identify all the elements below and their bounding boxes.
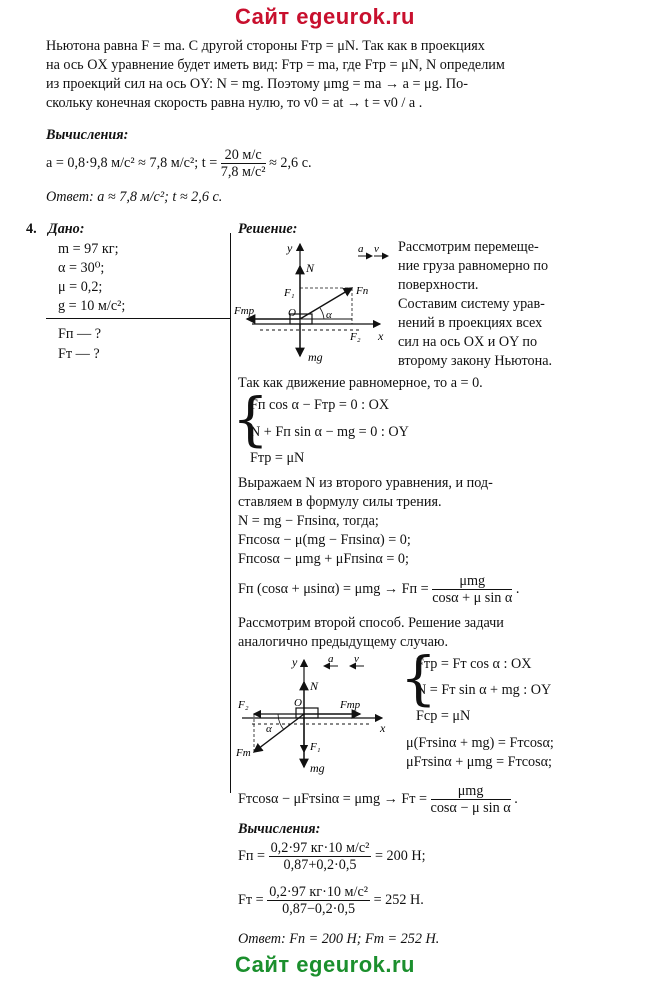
calc1-heading: Вычисления: [46,127,129,143]
sol-text-7: второму закону Ньютона. [398,353,553,369]
d1-label-alpha: α [326,309,332,321]
d1-label-f1: F₁ [284,287,295,299]
calc1-tail: ≈ 2,6 с. [269,154,312,171]
formula2-num: μmg [431,783,511,800]
d2-label-ft: Fт [236,747,251,759]
express-1: Выражаем N из второго уравнения, и под- [238,475,493,491]
formula2-fraction [431,783,511,816]
calc1-frac-num: 20 м/с [221,147,266,164]
calc2-fp-num: 0,2·97 кг·10 м/с² [270,840,370,856]
site-watermark-top: Сайт egeurok.ru [235,4,415,29]
formula2-left: Fтcosα − μFтsinα = μmg → Fт = [238,790,427,807]
sol-text-4: Составим систему урав- [398,296,545,312]
solution-heading: Решение: [238,221,298,237]
sol-text-1: Рассмотрим перемеще- [398,239,539,255]
d1-label-o: O [288,307,296,319]
calc1-answer: Ответ: a ≈ 7,8 м/с²; t ≈ 2,6 с. [46,189,223,205]
d1-label-mg: mg [308,350,323,364]
d1-label-ftr: Fтр [234,305,255,317]
formula1-fraction [432,573,512,606]
d2-label-ftr: Fтр [340,699,361,711]
system2-eq2: N = Fт sin α + mg : OY [416,682,552,698]
d2-label-v: v [354,653,359,665]
find-ft: Fт — ? [58,346,100,362]
second-method-1: Рассмотрим второй способ. Решение задачи [238,615,504,631]
calc2-fp-den: 0,87+0,2·0,5 [283,857,357,873]
sol-text-3: поверхности. [398,277,479,293]
site-watermark-bottom: Сайт egeurok.ru [235,952,415,977]
system2-eq3: Fср = μN [416,708,471,724]
sol-text-2: ние груза равномерно по [398,258,549,274]
express-3: N = mg − Fпsinα, тогда; [238,513,379,529]
sol-text-5: нений в проекциях всех [398,315,543,331]
intro-line-2: на ось OX уравнение будет иметь вид: Fтр = ma, где Fтр = μN, N определим [46,57,505,73]
system1-eq2: N + Fп sin α − mg = 0 : OY [250,424,409,440]
given-mu: μ = 0,2; [58,279,103,295]
d2-label-mg: mg [310,761,325,775]
calc2-answer: Ответ: Fп = 200 Н; Fт = 252 Н. [238,931,440,947]
given-angle: α = 30⁰; [58,260,105,276]
given-g: g = 10 м/с²; [58,298,126,314]
d2-label-a: a [328,653,334,665]
calc2-fp-result: = 200 Н; [374,847,426,864]
given-mass: m = 97 кг; [58,241,119,257]
calc1-frac-den: 7,8 м/с² [220,164,266,180]
system2-eq1: Fтр = Fт cos α : OX [416,656,532,672]
vertical-divider [230,233,231,793]
express-2: ставляем в формулу силы трения. [238,494,442,510]
system2-after-1: μ(Fтsinα + mg) = Fтcosα; [406,735,554,751]
d2-label-x: x [380,721,386,735]
second-method-2: аналогично предыдущему случаю. [238,634,449,650]
system2-brace: { [400,644,437,712]
calc2-fp [238,840,426,873]
sol-text-6: сил на ось OX и OY по [398,334,538,350]
calc2-fp-fraction [269,840,372,873]
task-number: 4. [26,221,37,237]
d2-label-y: y [292,655,298,669]
d2-label-alpha: α [266,723,272,735]
calc2-ft-den: 0,87−0,2·0,5 [282,901,356,917]
d2-label-f1: F₁ [310,741,321,753]
find-fp: Fп — ? [58,326,102,342]
formula2-den: cosα − μ sin α [430,800,511,816]
calc2-ft-label: Fт = [238,891,264,908]
calc2-ft-result: = 252 Н. [373,891,424,908]
d1-label-x: x [378,329,384,343]
intro-line-1: Ньютона равна F = ma. С другой стороны Fтр = μN. Так как в проекциях [46,38,485,54]
express-4: Fпcosα − μ(mg − Fпsinα) = 0; [238,532,411,548]
calc1-line [46,147,312,180]
calc2-heading: Вычисления: [238,821,321,837]
formula1-num: μmg [432,573,512,590]
d2-label-n: N [310,679,319,693]
calc2-ft-fraction [267,884,370,917]
d1-label-f2: F₂ [350,331,361,343]
d1-label-a: a [358,243,364,255]
force-diagram-2 [232,652,402,777]
system1-brace: { [232,385,269,453]
d1-label-n: N [306,261,315,275]
formula2-end: . [514,790,518,807]
d1-label-fp: Fп [356,285,369,297]
intro-line-4: скольку конечная скорость равна нулю, то v0 = at → t = v0 / a . [46,95,423,111]
given-heading: Дано: [48,221,85,237]
given-divider [46,318,230,319]
express-5: Fпcosα − μmg + μFпsinα = 0; [238,551,409,567]
formula1-den: cosα + μ sin α [432,590,513,606]
calc2-ft [238,884,424,917]
calc1-text: a = 0,8·9,8 м/с² ≈ 7,8 м/с²; t = [46,154,218,171]
d1-label-y: y [287,241,293,255]
system2-after-2: μFтsinα + μmg = Fтcosα; [406,754,552,770]
force-diagram-1 [232,236,392,366]
d2-label-f2: F₂ [238,699,249,711]
formula1 [238,573,519,606]
uniform-motion: Так как движение равномерное, то a = 0. [238,375,483,391]
formula2 [238,783,518,816]
calc2-ft-num: 0,2·97 кг·10 м/с² [269,884,369,900]
formula1-end: . [515,580,520,597]
d1-label-v: v [374,243,379,255]
calc1-fraction [221,147,266,180]
d2-label-o: O [294,697,302,709]
intro-line-3: из проекций сил на ось OY: N = mg. Поэтому μmg = ma → a = μg. По- [46,76,468,92]
formula1-left: Fп (cosα + μsinα) = μmg → Fп = [238,580,429,597]
system1-eq3: Fтр = μN [250,450,305,466]
calc2-fp-label: Fп = [238,847,266,864]
system1-eq1: Fп cos α − Fтр = 0 : OX [250,397,390,413]
